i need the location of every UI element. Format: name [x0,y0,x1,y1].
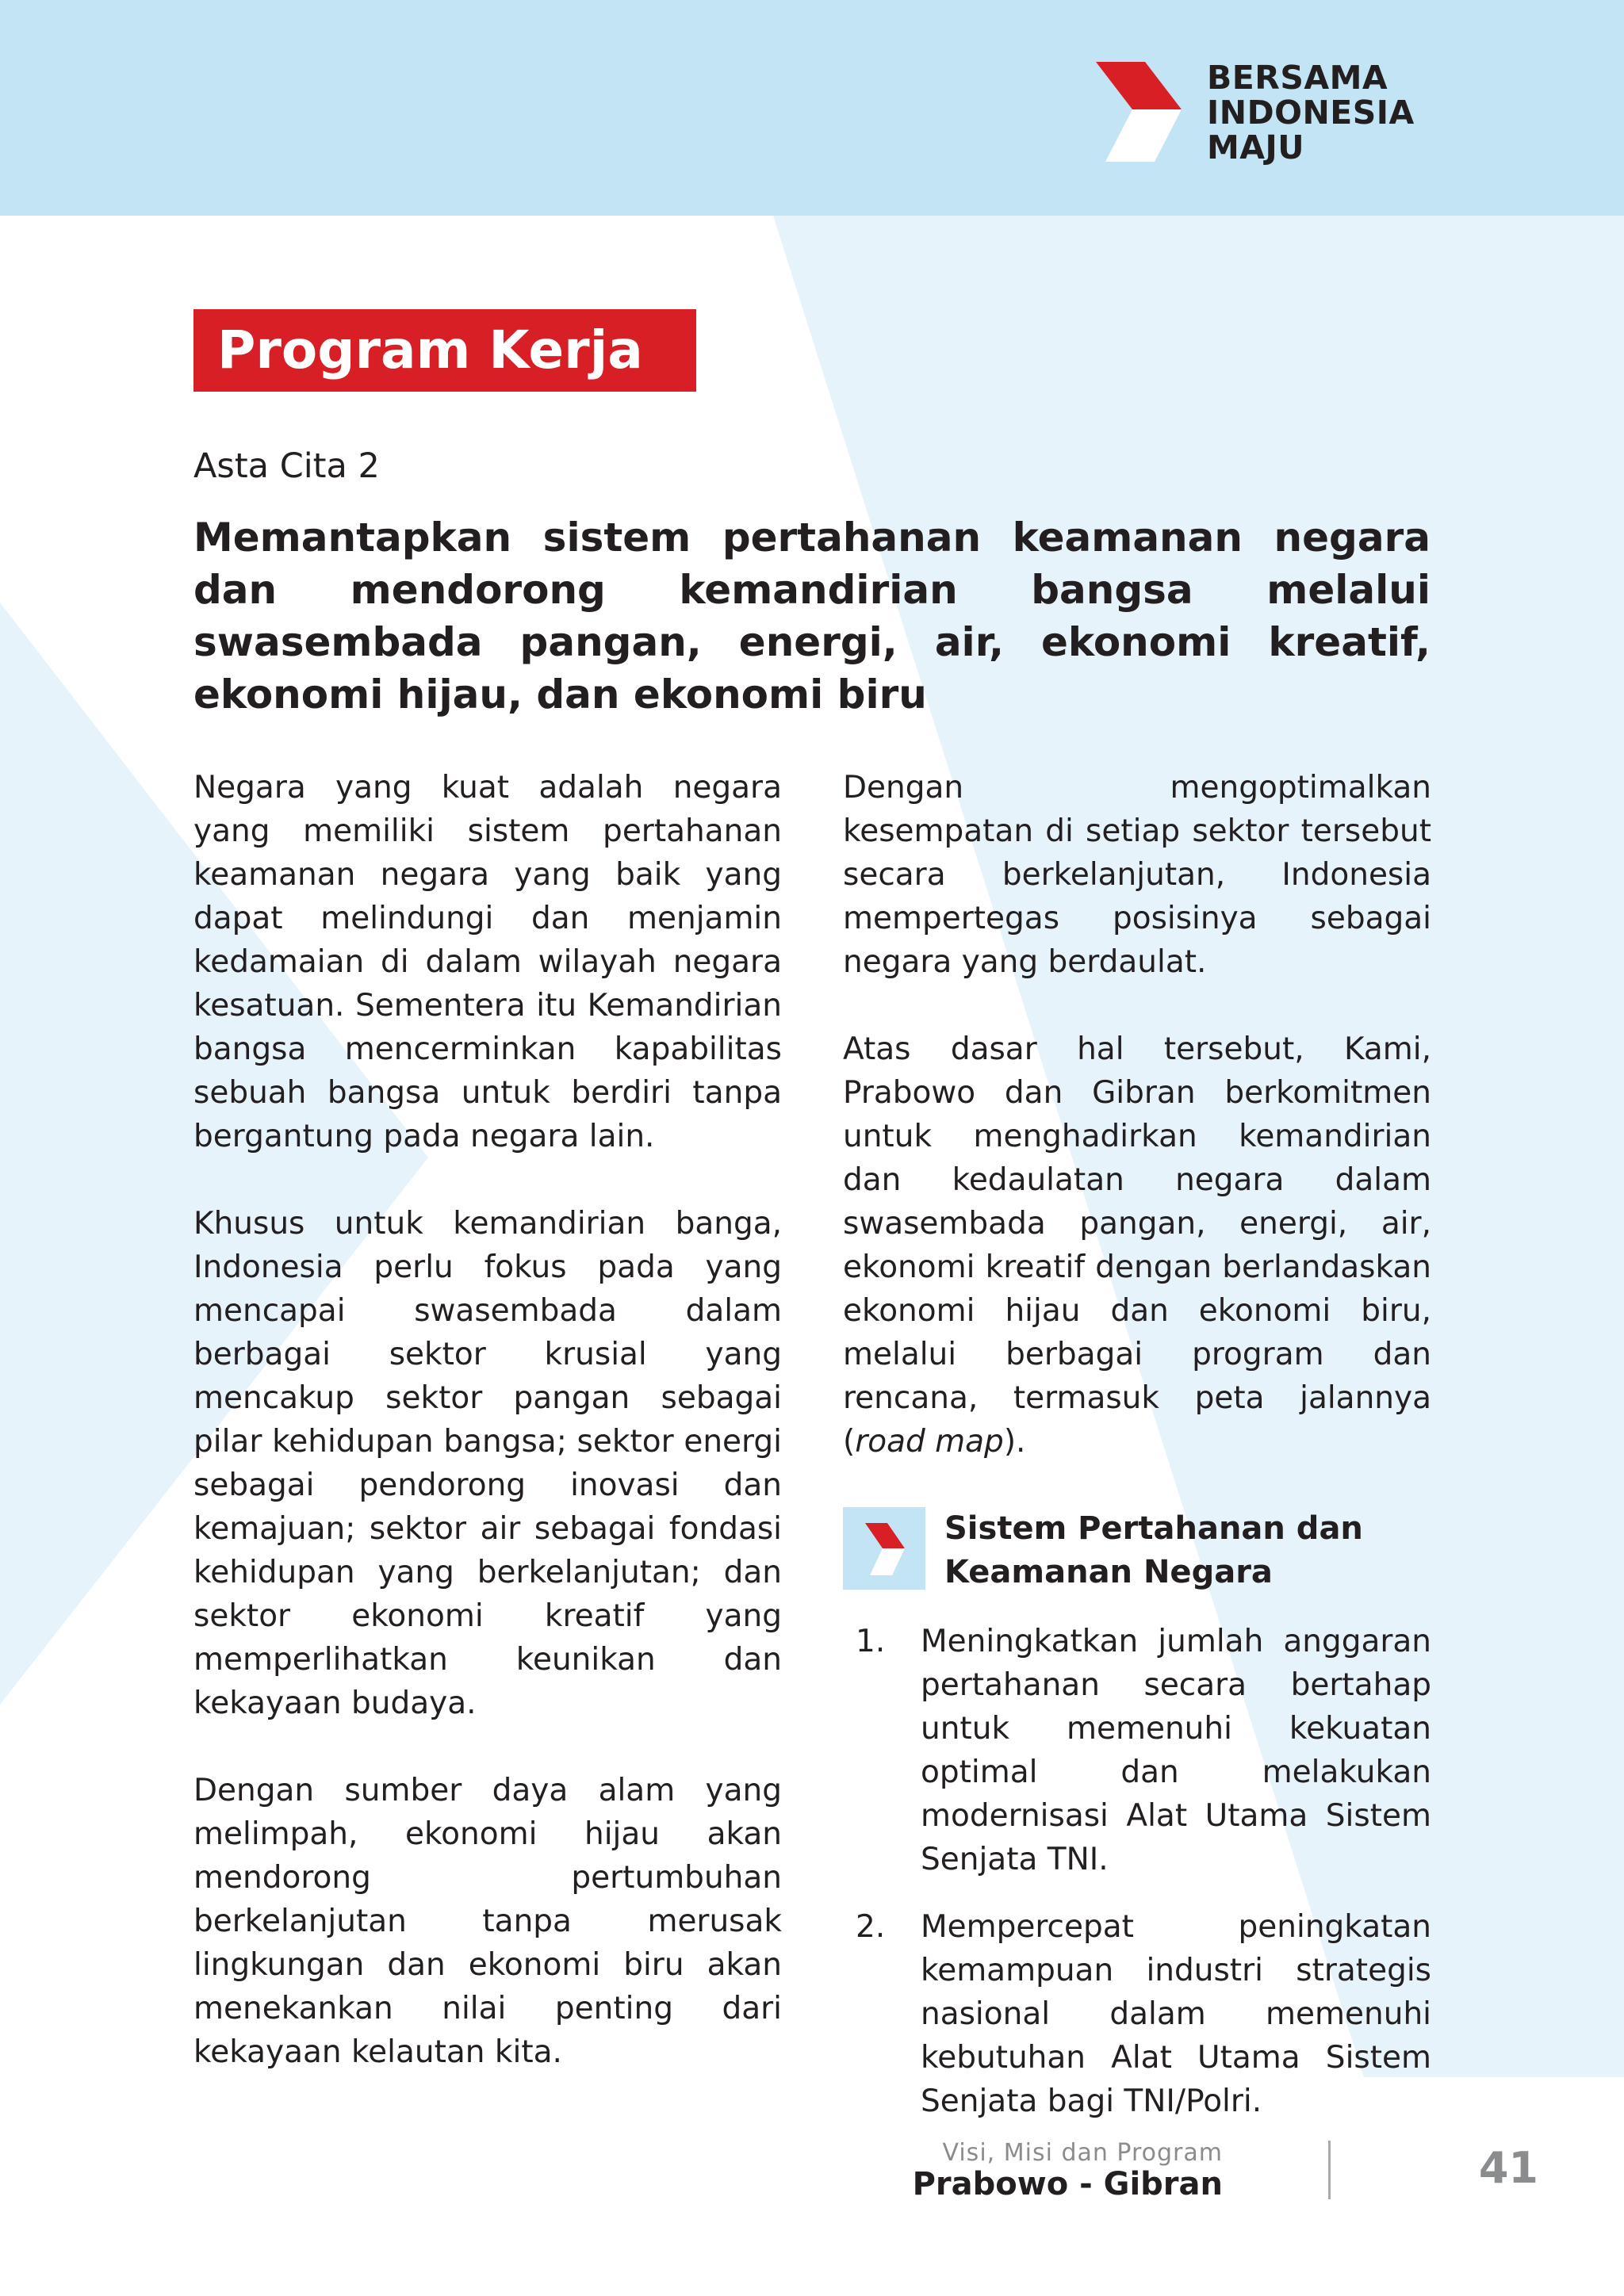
right-paragraph-2-end: ). [1003,1424,1026,1460]
section-tag-label: Program Kerja [217,320,643,381]
right-paragraph-2 [843,1027,1431,1464]
subheading [843,1507,1431,1596]
right-paragraph-2-text: Atas dasar hal tersebut, Kami, Prabowo dan Gibran berkomitmen untuk menghadirkan kemandirian dan kedaulatan negara dalam swasembada pangan, energi, air, ekonomi kreatif dengan berlandaskan ekonomi hijau dan ekonomi biru, melalui berbagai program dan rencana, termasuk peta jalannya ( [843,1031,1431,1460]
right-column [843,766,1431,2147]
list-item-number: 2. [856,1909,886,1945]
subheading-line-1: Sistem Pertahanan dan [944,1510,1363,1547]
brand-wordmark [1207,60,1540,165]
list-item-number: 1. [856,1624,886,1659]
footer-divider [1328,2141,1331,2199]
brand-logo [1094,59,1538,166]
brand-line-2: INDONESIA [1207,94,1415,132]
list-item [843,1620,1431,1881]
left-paragraph-3: Dengan sumber daya alam yang melimpah, ekonomi hijau akan mendorong pertumbuhan berkelanjutan tanpa merusak lingkungan dan ekonomi biru akan menekankan nilai penting dari kekayaan kelautan kita. [193,1773,782,2070]
page-footer [912,2133,1538,2204]
page-number: 41 [1478,2143,1538,2193]
brand-chevron-icon [843,1507,925,1590]
left-paragraph-2: Khusus untuk kemandirian banga, Indonesia perlu fokus pada yang mencapai swasembada dalam berbagai sektor krusial yang mencakup sektor pangan sebagai pilar kehidupan bangsa; sektor energi sebagai pendorong inovasi dan kemajuan; sektor air sebagai fondasi kehidupan yang berkelanjutan; dan sektor ekonomi kreatif yang memperlihatkan keunikan dan kekayaan budaya. [193,1206,782,1721]
subheading-line-2: Keamanan Negara [944,1554,1273,1590]
subheading-title [944,1507,1436,1594]
brand-line-1: BERSAMA [1207,59,1388,97]
footer-title: Visi, Misi dan Program [942,2139,1223,2167]
road-map-italic: road map [855,1424,1004,1460]
section-tag [193,309,696,392]
subheading-icon-box [843,1507,925,1590]
kicker: Asta Cita 2 [193,446,380,486]
left-paragraph-1: Negara yang kuat adalah negara yang memiliki sistem pertahanan keamanan negara yang baik yang dapat melindungi dan menjamin kedamaian di dalam wilayah negara kesatuan. Sementera itu Kemandirian bangsa mencerminkan kapabilitas sebuah bangsa untuk berdiri tanpa bergantung pada negara lain. [193,770,782,1154]
list-item [843,1905,1431,2123]
footer-name: Prabowo - Gibran [912,2166,1223,2202]
headline: Memantapkan sistem pertahanan keamanan negara dan mendorong kemandirian bangsa melalui swasembada pangan, energi, air, ekonomi kreatif, ekonomi hijau, dan ekonomi biru [193,515,1431,718]
left-column [193,766,782,2118]
brand-chevron-icon [1094,60,1182,163]
brand-line-3: MAJU [1207,128,1305,166]
list-item-text: Meningkatkan jumlah anggaran pertahanan secara bertahap untuk memenuhi kekuatan optimal dan melakukan modernisasi Alat Utama Sistem Senjata TNI. [921,1624,1431,1877]
list-item-text: Mempercepat peningkatan kemampuan industri strategis nasional dalam memenuhi kebutuhan Alat Utama Sistem Senjata bagi TNI/Polri. [921,1909,1431,2119]
right-paragraph-1: Dengan mengoptimalkan kesempatan di setiap sektor tersebut secara berkelanjutan, Indonesia mempertegas posisinya sebagai negara yang berdaulat. [843,770,1431,980]
